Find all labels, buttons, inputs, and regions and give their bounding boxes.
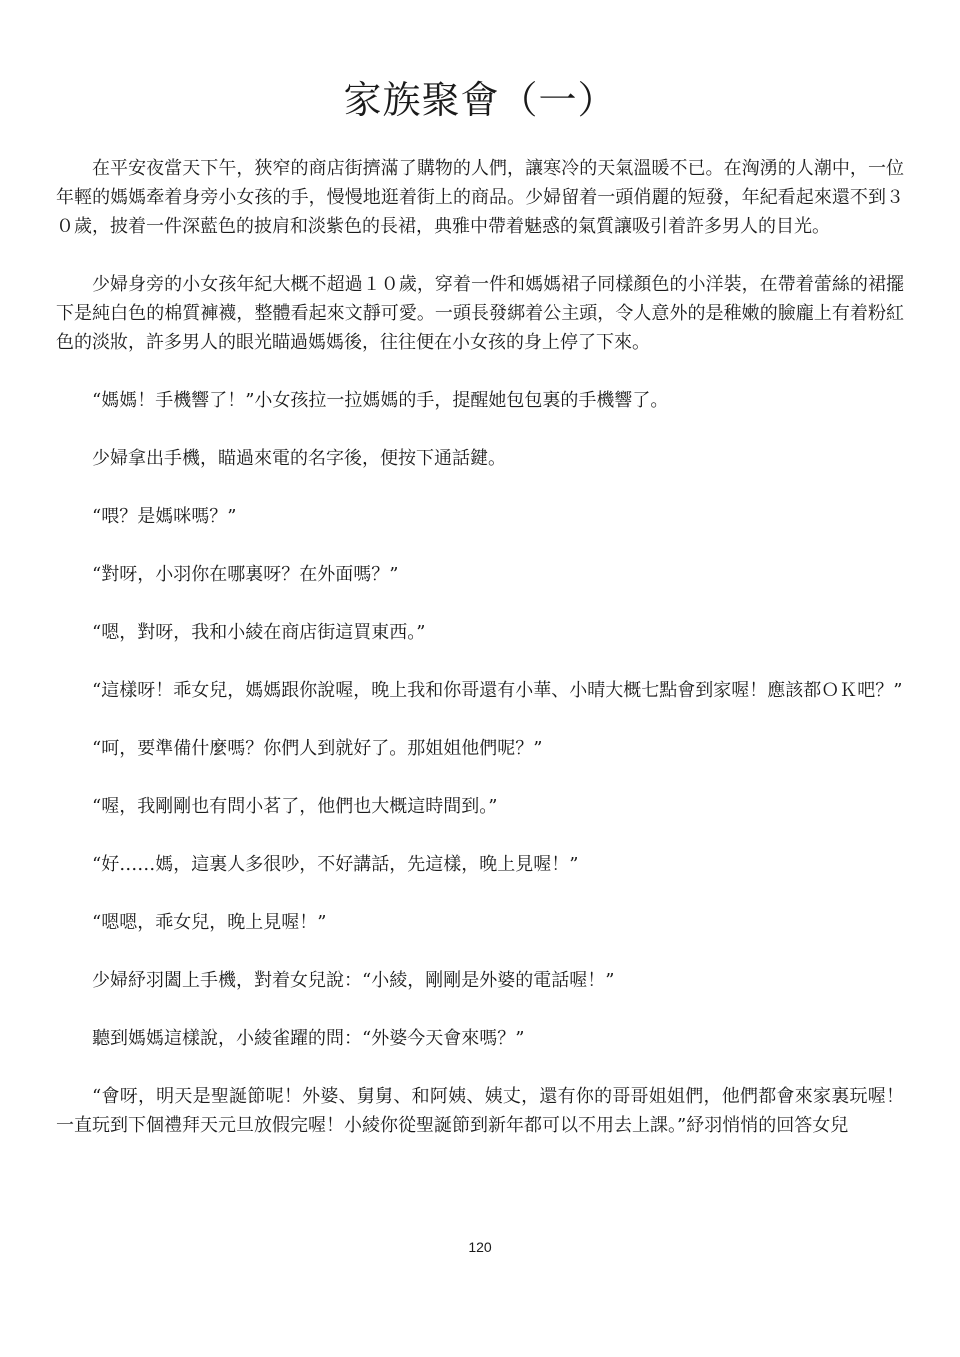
paragraph: “喔，我剛剛也有問小茗了，他們也大概這時間到。”	[92, 796, 498, 817]
paragraph: “好……媽，這裏人多很吵，不好講話，先這樣，晚上見喔！”	[92, 854, 579, 875]
chapter-title: 家族聚會（一）	[343, 78, 617, 122]
paragraph: “嗯，對呀，我和小綾在商店街這買東西。”	[92, 622, 426, 643]
paragraph: “這樣呀！乖女兒，媽媽跟你說喔，晚上我和你哥還有小華、小晴大概七點會到家喔！應該都ＯＫ吧？”	[92, 680, 903, 701]
paragraph: 聽到媽媽這樣說，小綾雀躍的問：“外婆今天會來嗎？”	[92, 1028, 525, 1049]
paragraph: “呵，要準備什麼嗎？你們人到就好了。那姐姐他們呢？”	[92, 738, 543, 759]
paragraph: “對呀，小羽你在哪裏呀？在外面嗎？”	[92, 564, 399, 585]
document-page	[56, 70, 904, 1169]
paragraph: 在平安夜當天下午，狹窄的商店街擠滿了購物的人們，讓寒冷的天氣溫暖不已。在洶湧的人潮中，一位年輕的媽媽牽着身旁小女孩的手，慢慢地逛着街上的商品。少婦留着一頭俏麗的短發，年紀看起來還不到３０歲，披着一件深藍色的披肩和淡紫色的長裙，典雅中帶着魅惑的氣質讓吸引着許多男人的目光。	[56, 158, 904, 237]
paragraph: “媽媽！手機響了！”小女孩拉一拉媽媽的手，提醒她包包裏的手機響了。	[92, 390, 669, 411]
paragraph: “喂？是媽咪嗎？”	[92, 506, 237, 527]
paragraph: 少婦拿出手機，瞄過來電的名字後，便按下通話鍵。	[92, 448, 506, 469]
paragraph: 少婦紓羽闔上手機，對着女兒說：“小綾，剛剛是外婆的電話喔！”	[92, 970, 615, 991]
paragraph: “嗯嗯，乖女兒，晚上見喔！”	[92, 912, 327, 933]
paragraph: 少婦身旁的小女孩年紀大概不超過１０歲，穿着一件和媽媽裙子同樣顏色的小洋裝，在帶着蕾絲的裙擺下是純白色的棉質褲襪，整體看起來文靜可愛。一頭長發綁着公主頭，令人意外的是稚嫩的臉龐上有着粉紅色的淡妝，許多男人的眼光瞄過媽媽後，往往便在小女孩的身上停了下來。	[56, 274, 904, 353]
paragraph: “會呀，明天是聖誕節呢！外婆、舅舅、和阿姨、姨丈，還有你的哥哥姐姐們，他們都會來家裏玩喔！一直玩到下個禮拜天元旦放假完喔！小綾你從聖誕節到新年都可以不用去上課。”紓羽悄悄的回答女兒	[56, 1086, 904, 1136]
page-number: 120	[468, 1239, 492, 1255]
